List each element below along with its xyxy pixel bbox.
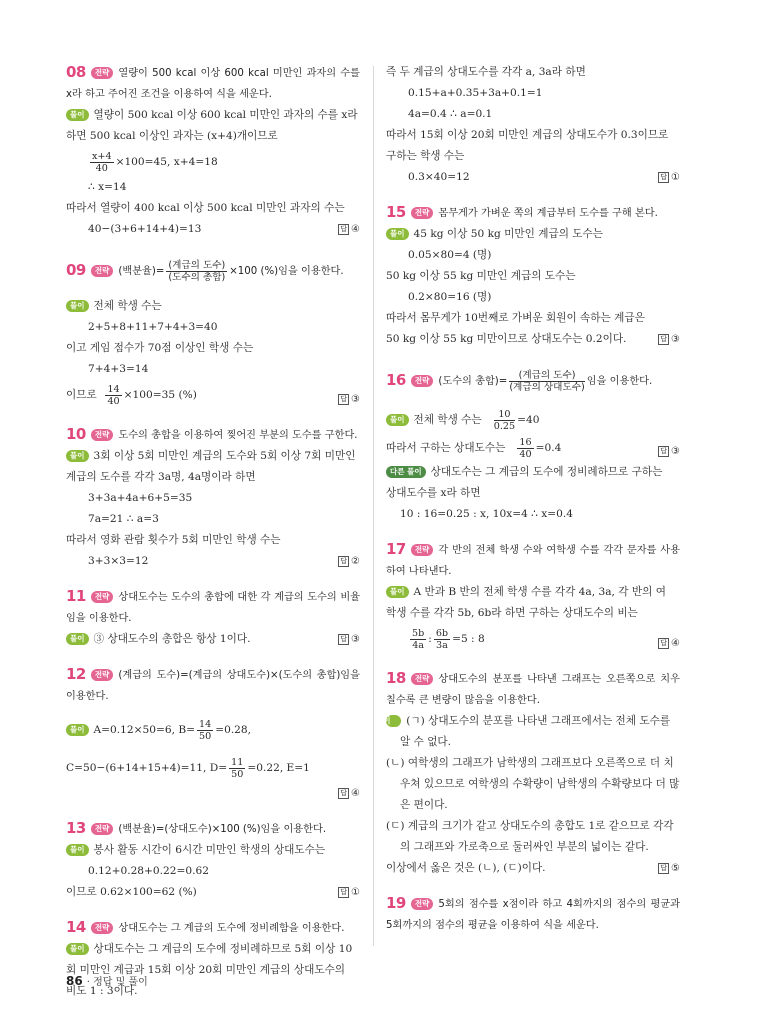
solution-line: 10 : 16=0.25 : x, 10x=4 ∴ x=0.4 bbox=[400, 508, 573, 520]
solution-line: 0.12+0.28+0.22=0.62 bbox=[88, 865, 209, 877]
answer-mark: 답 ③ bbox=[660, 334, 680, 345]
problem-10-strategy: 10 전략 도수의 총합을 이용하여 찢어진 부분의 도수를 구한다. bbox=[66, 425, 358, 443]
fraction: $\frac{5b}{4a}$ bbox=[412, 627, 425, 651]
solution-line: 2+5+8+11+7+4+3=40 bbox=[88, 321, 218, 333]
solution-line: C=50−(6+14+15+4)=11, D= $\frac{11}{50}$ =0.22, E=1 bbox=[66, 756, 310, 780]
problem-12-strategy: 12 전략 (계급의 도수)=(계급의 상대도수)×(도수의 총합)임을 이용한다. bbox=[66, 665, 360, 702]
solution-badge: 풀이 bbox=[386, 715, 401, 727]
solution-line: 3+3a+4a+6+5=35 bbox=[88, 492, 193, 504]
solution-line: $\frac{x+4}{40}$ ×100=45, x+4=18 bbox=[92, 150, 218, 174]
left-column bbox=[66, 62, 360, 1002]
solution-line: 이고 게임 점수가 70점 이상인 학생 수는 bbox=[66, 342, 254, 354]
problem-number: 17 bbox=[386, 540, 406, 558]
strategy-badge: 전략 bbox=[91, 265, 114, 277]
solution-line: 50 kg 이상 55 kg 미만인 계급의 도수는 bbox=[386, 270, 576, 282]
problem-number: 12 bbox=[66, 665, 86, 683]
solution-badge: 풀이 bbox=[66, 109, 89, 121]
solution-line: 따라서 구하는 상대도수는 $\frac{16}{40}$ =0.4 답 ③ bbox=[386, 434, 680, 462]
solution-badge: 풀이 bbox=[66, 300, 89, 312]
problem-number: 11 bbox=[66, 587, 86, 605]
answer-mark: 답 ③ bbox=[340, 634, 360, 645]
problem-16-strategy: 16 전략 (도수의 총합)= $\frac{\text{(계급의 도수)}}{\text{(계급의 상대도수)}}$ 임을 이용한다. bbox=[386, 369, 653, 393]
fraction: $\frac{x+4}{40}$ bbox=[92, 150, 112, 174]
solution-badge: 풀이 bbox=[66, 724, 89, 736]
fraction: $\frac{16}{40}$ bbox=[519, 436, 532, 460]
problem-19-strategy: 19 전략 5회의 점수를 x점이라 하고 4회까지의 점수의 평균과 5회까지의 점수의 평균을 이용하여 식을 세운다. bbox=[386, 894, 680, 931]
solution-item: (ㄷ) 계급의 크기가 같고 상대도수의 총합도 1로 같으므로 각각의 그래프와 가로축으로 둘러싸인 부분의 넓이는 같다. bbox=[386, 820, 674, 853]
solution-line: 따라서 몸무게가 10번째로 가벼운 회원이 속하는 계급은 bbox=[386, 312, 645, 324]
solution-badge: 풀이 bbox=[386, 414, 409, 426]
solution-line: 풀이 A=0.12×50=6, B= $\frac{14}{50}$ =0.28, bbox=[66, 715, 360, 745]
problem-number: 15 bbox=[386, 203, 406, 221]
problem-17-strategy: 17 전략 각 반의 전체 학생 수와 여학생 수를 각각 문자를 사용하여 나타낸다. bbox=[386, 540, 680, 577]
solution-line: 0.3×40=12 답 ① bbox=[386, 167, 680, 188]
page-footer bbox=[66, 973, 148, 988]
solution-line: 4a=0.4 ∴ a=0.1 bbox=[408, 108, 493, 120]
strategy-badge: 전략 bbox=[411, 207, 434, 219]
problem-number: 14 bbox=[66, 918, 86, 936]
solution-item: (ㄴ) 여학생의 그래프가 남학생의 그래프보다 오른쪽으로 더 치우쳐 있으므로 여학생의 수확량이 남학생의 수확량보다 더 많은 편이다. bbox=[386, 757, 680, 811]
problem-number: 19 bbox=[386, 894, 406, 912]
solution-badge: 풀이 bbox=[66, 943, 89, 955]
problem-13-strategy: 13 전략 (백분율)=(상대도수)×100 (%)임을 이용한다. bbox=[66, 819, 327, 837]
answer-mark: 답 ③ bbox=[660, 446, 680, 457]
fraction: $\frac{\text{(계급의 도수)}}{\text{(도수의 총합)}}$ bbox=[168, 259, 226, 283]
answer-mark: 답 ④ bbox=[660, 638, 680, 649]
solution-line: 40−(3+6+14+4)=13 답 ④ bbox=[66, 219, 360, 240]
fraction: $\frac{14}{40}$ bbox=[107, 383, 120, 407]
problem-08-strategy: 08 전략 열량이 500 kcal 이상 600 kcal 미만인 과자의 수를 x라 하고 주어진 조건을 이용하여 식을 세운다. bbox=[66, 63, 360, 100]
answer-mark: 답 ② bbox=[340, 556, 360, 567]
answer-mark: 답 ⑤ bbox=[660, 863, 680, 874]
strategy-badge: 전략 bbox=[91, 429, 114, 441]
problem-number: 16 bbox=[386, 371, 406, 389]
footer-label: 정답 및 풀이 bbox=[93, 977, 148, 988]
strategy-badge: 전략 bbox=[411, 673, 434, 685]
strategy-badge: 전략 bbox=[91, 823, 114, 835]
problem-number: 10 bbox=[66, 425, 86, 443]
solution-badge: 풀이 bbox=[386, 586, 409, 598]
solution-line: 0.05×80=4 (명) bbox=[408, 249, 492, 261]
solution-line: 이므로 0.62×100=62 (%) 답 ① bbox=[66, 882, 360, 903]
solution-line: 따라서 15회 이상 20회 미만인 계급의 상대도수가 0.3이므로 bbox=[386, 129, 669, 141]
solution-line: 50 kg 이상 55 kg 미만이므로 상대도수는 0.2이다. 답 ③ bbox=[386, 329, 680, 350]
answer-mark: 답 ③ bbox=[340, 394, 360, 405]
strategy-badge: 전략 bbox=[91, 591, 114, 603]
solution-line: 이므로 $\frac{14}{40}$ ×100=35 (%) 답 ③ bbox=[66, 380, 360, 410]
problem-18-strategy: 18 전략 상대도수의 분포를 나타낸 그래프는 오른쪽으로 치우칠수록 큰 변량이 많음을 이용한다. bbox=[386, 669, 680, 706]
solution-badge: 풀이 bbox=[66, 450, 89, 462]
solution-line: 3+3×3=12 답 ② bbox=[66, 551, 360, 572]
solution-badge: 풀이 bbox=[386, 228, 409, 240]
column-divider bbox=[373, 66, 374, 946]
solution-item: 풀이 (ㄱ) 상대도수의 분포를 나타낸 그래프에서는 전체 도수를 알 수 없다. bbox=[376, 715, 671, 748]
solution-line: 학생 수를 각각 5b, 6b라 하면 구하는 상대도수의 비는 bbox=[386, 607, 638, 619]
problem-number: 18 bbox=[386, 669, 406, 687]
solution-line: 따라서 열량이 400 kcal 이상 500 kcal 미만인 과자의 수는 bbox=[66, 202, 345, 214]
fraction: $\frac{10}{0.25}$ bbox=[493, 408, 516, 432]
solution-badge: 풀이 bbox=[66, 633, 89, 645]
strategy-badge: 전략 bbox=[411, 898, 434, 910]
solution-line: 풀이 봉사 활동 시간이 6시간 미만인 학생의 상대도수는 bbox=[66, 840, 360, 861]
solution-line: 0.2×80=16 (명) bbox=[408, 291, 492, 303]
answer-mark: 답 ① bbox=[340, 887, 360, 898]
problem-number: 13 bbox=[66, 819, 86, 837]
strategy-badge: 전략 bbox=[91, 669, 114, 681]
problem-number: 09 bbox=[66, 261, 86, 279]
solution-line: 따라서 영화 관람 횟수가 5회 미만인 학생 수는 bbox=[66, 534, 281, 546]
other-solution-badge: 다른 풀이 bbox=[386, 466, 426, 478]
problem-11-strategy: 11 전략 상대도수는 도수의 총합에 대한 각 계급의 도수의 비율임을 이용한다. bbox=[66, 587, 360, 624]
solution-line: 풀이 ③ 상대도수의 총합은 항상 1이다. 답 ③ bbox=[66, 629, 360, 650]
solution-line: ∴ x=14 bbox=[88, 181, 127, 193]
solution-line: 비도 1 : 3이다. bbox=[66, 985, 138, 997]
answer-mark: 답 ① bbox=[660, 172, 680, 183]
solution-line: 풀이 열량이 500 kcal 이상 600 kcal 미만인 과자의 수를 x라 bbox=[66, 105, 360, 126]
problem-09-strategy: 09 전략 (백분율)= $\frac{\text{(계급의 도수)}}{\text{(도수의 총합)}}$ ×100 (%)임을 이용한다. bbox=[66, 259, 344, 283]
solution-line: 상대도수를 x라 하면 bbox=[386, 487, 481, 499]
strategy-badge: 전략 bbox=[411, 544, 434, 556]
solution-line: 구하는 학생 수는 bbox=[386, 150, 465, 162]
solution-line: 풀이 전체 학생 수는 $\frac{10}{0.25}$ =40 bbox=[386, 406, 680, 434]
solution-line: 이상에서 옳은 것은 (ㄴ), (ㄷ)이다. 답 ⑤ bbox=[386, 858, 680, 879]
page-number: 86 bbox=[66, 974, 83, 988]
solution-line: 회 미만인 계급과 15회 이상 20회 미만인 계급의 상대도수의 bbox=[66, 964, 346, 976]
problem-number: 08 bbox=[66, 63, 86, 81]
right-column bbox=[376, 62, 680, 936]
solution-line: 풀이 A 반과 B 반의 전체 학생 수를 각각 4a, 3a, 각 반의 여 bbox=[386, 582, 680, 603]
solution-badge: 풀이 bbox=[66, 844, 89, 856]
problem-15-strategy: 15 전략 몸무게가 가벼운 쪽의 계급부터 도수를 구해 본다. bbox=[386, 203, 658, 221]
footer-separator: · bbox=[86, 977, 90, 988]
solution-line: 즉 두 계급의 상대도수를 각각 a, 3a라 하면 bbox=[386, 66, 586, 78]
solution-line: 다른 풀이 상대도수는 그 계급의 도수에 정비례하므로 구하는 bbox=[386, 462, 680, 483]
answer-mark: 답 ④ bbox=[340, 788, 360, 799]
problem-14-strategy: 14 전략 상대도수는 그 계급의 도수에 정비례함을 이용한다. bbox=[66, 918, 345, 936]
solution-line: $\frac{5b}{4a}$ : $\frac{6b}{3a}$ =5 : 8 답 ④ bbox=[386, 624, 680, 654]
strategy-badge: 전략 bbox=[91, 922, 114, 934]
solution-line: 풀이 상대도수는 그 계급의 도수에 정비례하므로 5회 이상 10 bbox=[66, 939, 360, 960]
solution-line: 계급의 도수를 각각 3a명, 4a명이라 하면 bbox=[66, 471, 256, 483]
solution-line: 7a=21 ∴ a=3 bbox=[88, 513, 159, 525]
solution-line: 0.15+a+0.35+3a+0.1=1 bbox=[408, 87, 543, 99]
solution-line: 하면 500 kcal 이상인 과자는 (x+4)개이므로 bbox=[66, 130, 278, 142]
strategy-badge: 전략 bbox=[411, 375, 434, 387]
solution-line bbox=[66, 783, 360, 804]
fraction: $\frac{11}{50}$ bbox=[231, 756, 244, 780]
fraction: $\frac{\text{(계급의 도수)}}{\text{(계급의 상대도수)}}$ bbox=[509, 369, 585, 393]
strategy-badge: 전략 bbox=[91, 67, 114, 79]
fraction: $\frac{6b}{3a}$ bbox=[435, 627, 449, 651]
fraction: $\frac{14}{50}$ bbox=[198, 718, 212, 742]
solution-line: 7+4+3=14 bbox=[88, 363, 149, 375]
answer-mark: 답 ④ bbox=[340, 224, 360, 235]
solution-line: 풀이 전체 학생 수는 bbox=[66, 296, 360, 317]
solution-line: 풀이 45 kg 이상 50 kg 미만인 계급의 도수는 bbox=[386, 224, 680, 245]
solution-line: 풀이 3회 이상 5회 미만인 계급의 도수와 5회 이상 7회 미만인 bbox=[66, 446, 360, 467]
